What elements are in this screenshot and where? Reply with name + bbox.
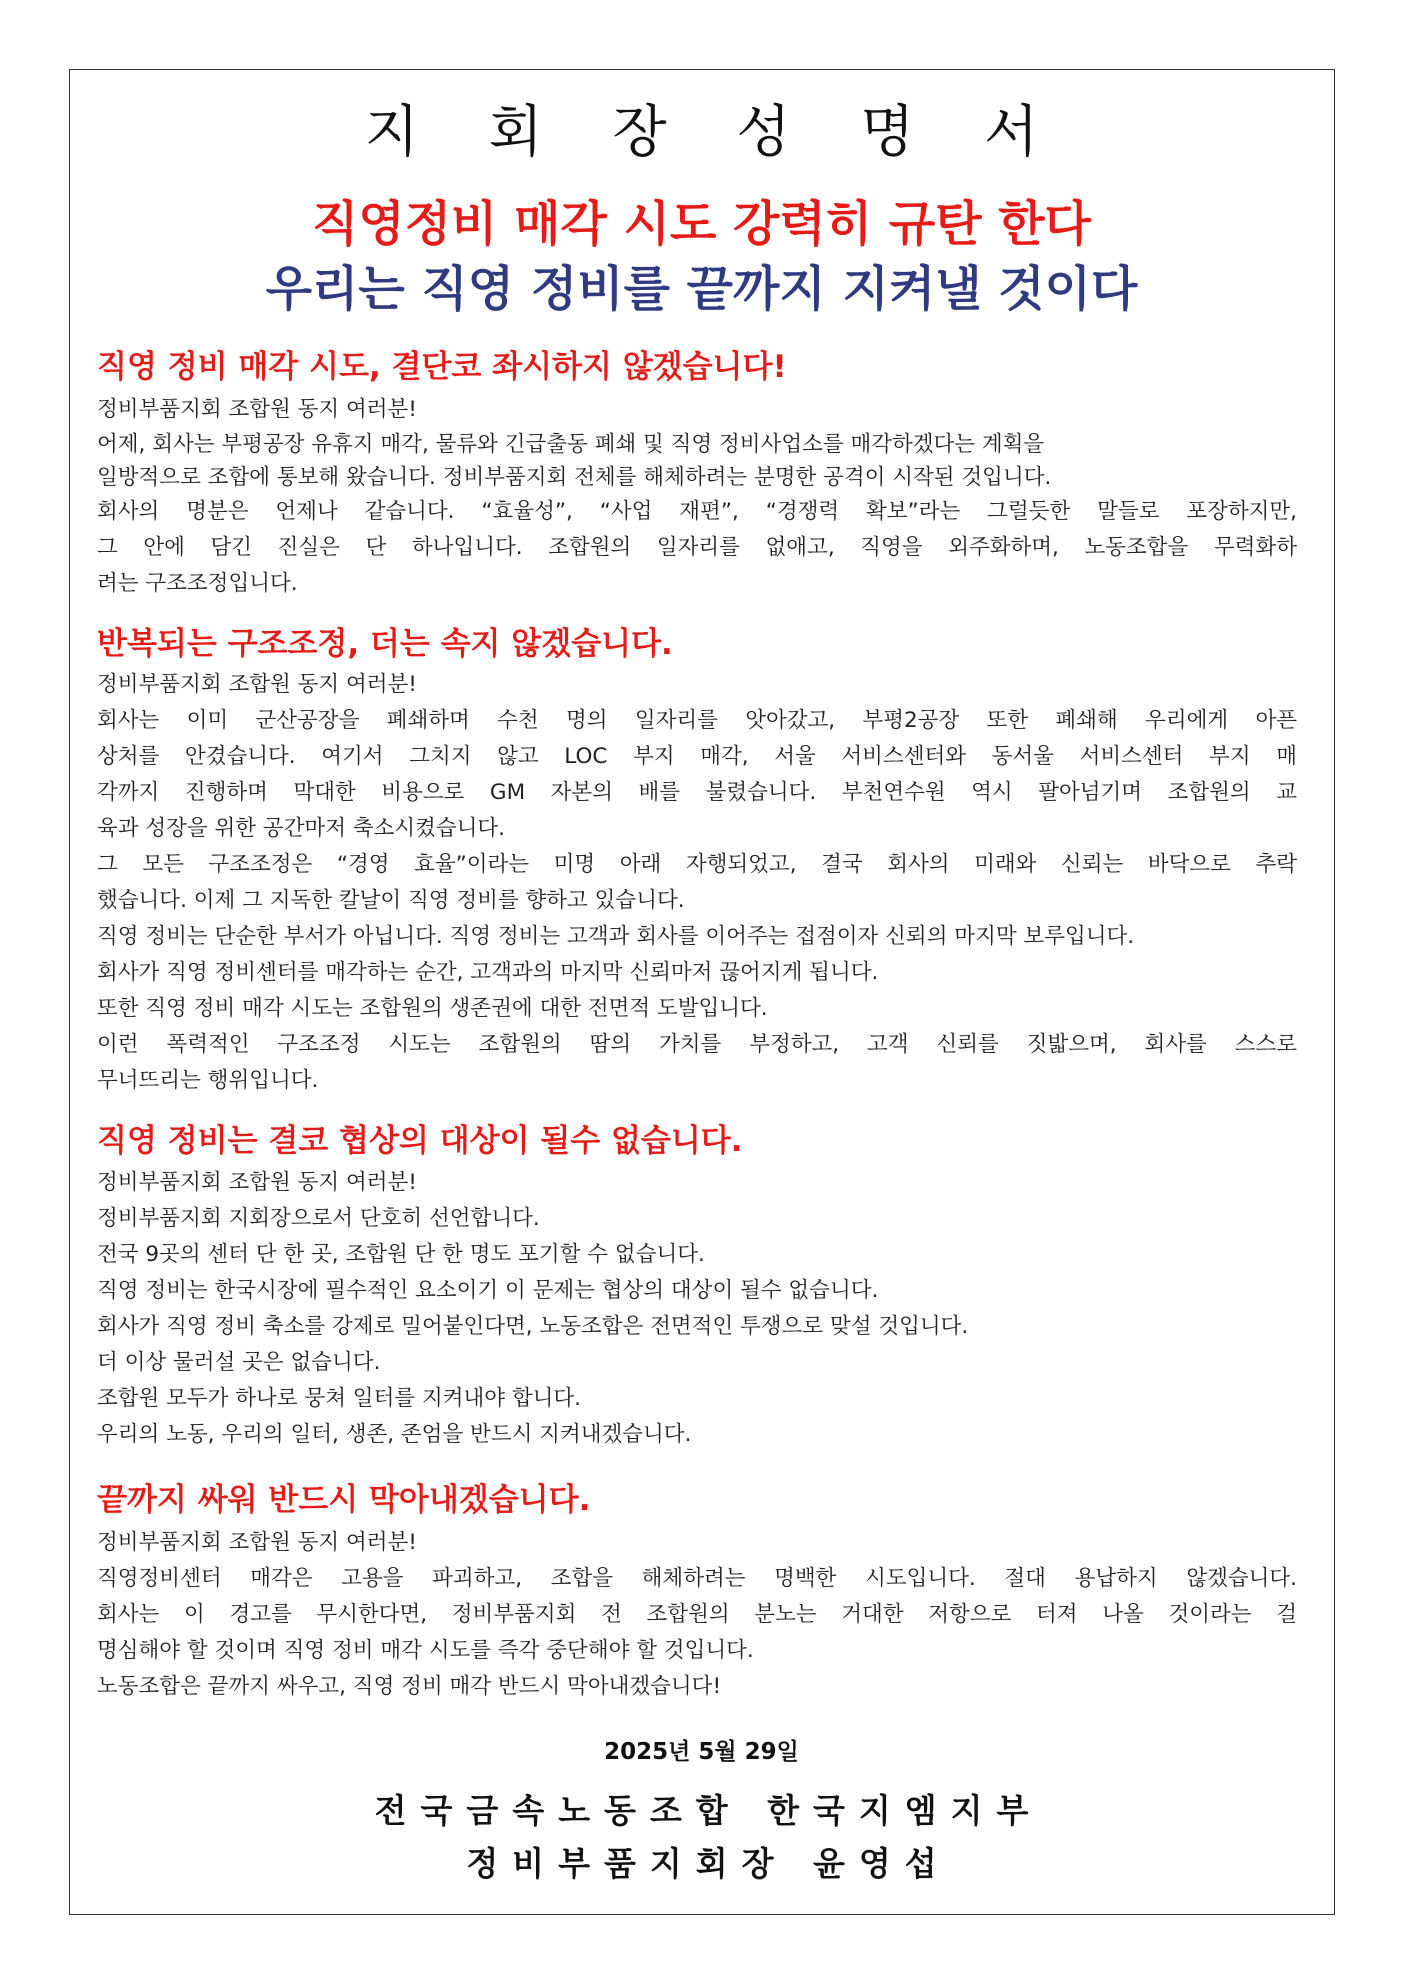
section-3-heading: 직영 정비는 결코 협상의 대상이 될수 없습니다. [97,1123,743,1159]
section-2-line: 정비부품지회 조합원 동지 여러분! [97,672,417,697]
section-3-line: 직영 정비는 한국시장에 필수적인 요소이기 이 문제는 협상의 대상이 될수 없습니다. [97,1278,879,1303]
document-title: 지 회 장 성 명 서 [364,100,1065,165]
headline-defend: 우리는 직영 정비를 끝까지 지켜낼 것이다 [265,261,1138,317]
section-2-line: 상처를 안겼습니다. 여기서 그치지 않고 LOC 부지 매각, 서울 서비스센터와 동서울 서비스센터 부지 매 [97,744,1297,769]
section-1-line: 어제, 회사는 부평공장 유휴지 매각, 물류와 긴급출동 폐쇄 및 직영 정비사업소를 매각하겠다는 계획을 [97,432,1045,457]
section-1-line: 그 안에 담긴 진실은 단 하나입니다. 조합원의 일자리를 없애고, 직영을 외주화하며, 노동조합을 무력화하 [97,535,1297,560]
section-2-line: 회사는 이미 군산공장을 폐쇄하며 수천 명의 일자리를 앗아갔고, 부평2공장 또한 폐쇄해 우리에게 아픈 [97,708,1297,733]
section-2-line: 또한 직영 정비 매각 시도는 조합원의 생존권에 대한 전면적 도발입니다. [97,996,768,1021]
section-3-line: 전국 9곳의 센터 단 한 곳, 조합원 단 한 명도 포기할 수 없습니다. [97,1242,705,1267]
section-2-line: 육과 성장을 위한 공간마저 축소시켰습니다. [97,816,506,841]
section-2-line: 각까지 진행하며 막대한 비용으로 GM 자본의 배를 불렸습니다. 부천연수원 역시 팔아넘기며 조합원의 교 [97,780,1297,805]
section-4-line: 노동조합은 끝까지 싸우고, 직영 정비 매각 반드시 막아내겠습니다! [97,1674,722,1699]
section-4-heading: 끝까지 싸워 반드시 막아내겠습니다. [97,1482,591,1518]
section-2-line: 직영 정비는 단순한 부서가 아닙니다. 직영 정비는 고객과 회사를 이어주는 접점이자 신뢰의 마지막 보루입니다. [97,924,1135,949]
section-1-line: 일방적으로 조합에 통보해 왔습니다. 정비부품지회 전체를 해체하려는 분명한 공격이 시작된 것입니다. [97,465,1052,490]
section-3-line: 회사가 직영 정비 축소를 강제로 밀어붙인다면, 노동조합은 전면적인 투쟁으로 맞설 것입니다. [97,1314,969,1339]
section-3-line: 우리의 노동, 우리의 일터, 생존, 존엄을 반드시 지켜내겠습니다. [97,1422,692,1447]
section-4-line: 명심해야 할 것이며 직영 정비 매각 시도를 즉각 중단해야 할 것입니다. [97,1638,754,1663]
signature-name: 정비부품지회장 윤영섭 [466,1844,951,1883]
signature-organization: 전국금속노동조합 한국지엠지부 [374,1791,1043,1830]
section-2-line: 그 모든 구조조정은 “경영 효율”이라는 미명 아래 자행되었고, 결국 회사의 미래와 신뢰는 바닥으로 추락 [97,852,1297,877]
section-1-line: 회사의 명분은 언제나 같습니다. “효율성”, “사업 재편”, “경쟁력 확보”라는 그럴듯한 말들로 포장하지만, [97,499,1297,524]
section-3-line: 정비부품지회 조합원 동지 여러분! [97,1170,417,1195]
section-2-line: 했습니다. 이제 그 지독한 칼날이 직영 정비를 향하고 있습니다. [97,888,685,913]
section-1-heading: 직영 정비 매각 시도, 결단코 좌시하지 않겠습니다! [97,349,787,385]
section-2-line: 회사가 직영 정비센터를 매각하는 순간, 고객과의 마지막 신뢰마저 끊어지게 됩니다. [97,960,879,985]
section-2-line: 이런 폭력적인 구조조정 시도는 조합원의 땀의 가치를 부정하고, 고객 신뢰를 짓밟으며, 회사를 스스로 [97,1032,1297,1057]
section-3-line: 더 이상 물러설 곳은 없습니다. [97,1350,381,1375]
section-4-line: 직영정비센터 매각은 고용을 파괴하고, 조합을 해체하려는 명백한 시도입니다. 절대 용납하지 않겠습니다. [97,1566,1297,1591]
headline-condemn: 직영정비 매각 시도 강력히 규탄 한다 [311,196,1092,252]
section-3-line: 조합원 모두가 하나로 뭉쳐 일터를 지켜내야 합니다. [97,1386,581,1411]
section-4-line: 회사는 이 경고를 무시한다면, 정비부품지회 전 조합원의 분노는 거대한 저항으로 터져 나올 것이라는 걸 [97,1602,1297,1627]
section-1-line: 정비부품지회 조합원 동지 여러분! [97,397,417,422]
statement-date: 2025년 5월 29일 [604,1739,799,1765]
section-2-heading: 반복되는 구조조정, 더는 속지 않겠습니다. [97,626,673,662]
section-1-line: 려는 구조조정입니다. [97,571,298,596]
section-4-line: 정비부품지회 조합원 동지 여러분! [97,1530,417,1555]
section-3-line: 정비부품지회 지회장으로서 단호히 선언합니다. [97,1206,540,1231]
section-2-line: 무너뜨리는 행위입니다. [97,1068,319,1093]
